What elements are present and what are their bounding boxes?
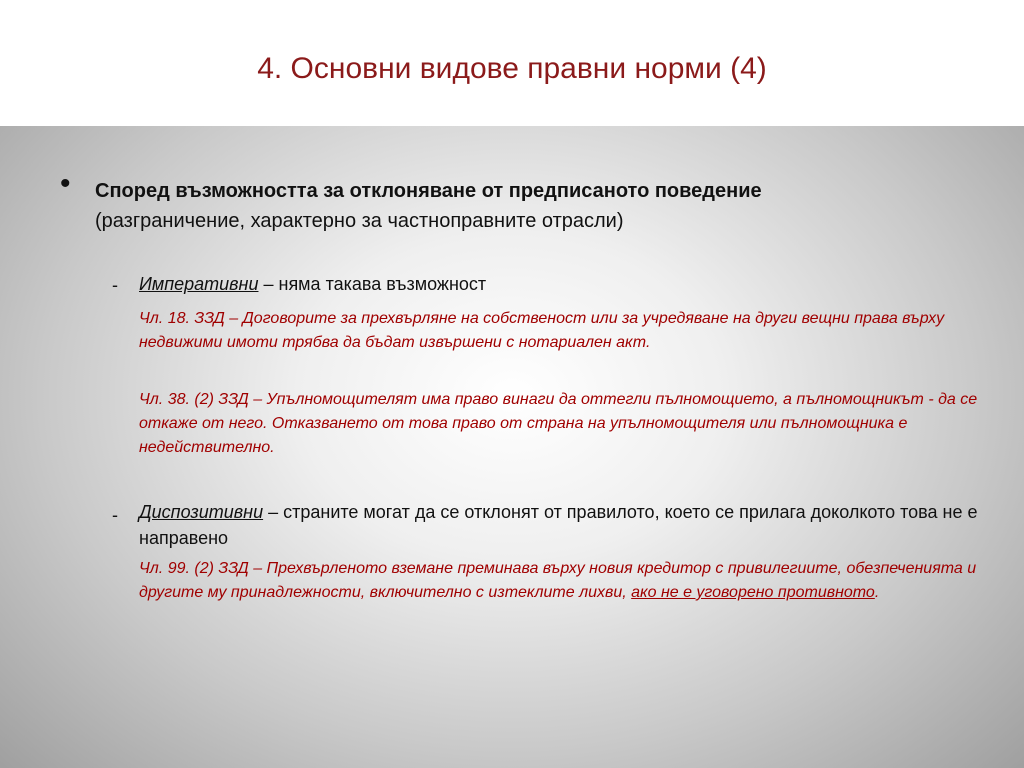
bullet-text [95,176,995,236]
cite-art-99 [139,557,1009,605]
cite-art-99-underlined: ако не е уговорено противното [631,584,875,601]
slide-header [0,0,1024,126]
cite-art-99-text: Чл. 99. (2) ЗЗД – Прехвърленото вземане преминава върху новия кредитор с привилегиите, обезпеченията и другите му принадлежности, включително с изтеклите лихви, [139,560,977,601]
imperative-desc: – няма такава възможност [258,274,487,294]
dispositive-term: Диспозитивни [139,502,264,522]
bullet-subheading: (разграничение, характерно за частноправните отрасли) [95,210,624,232]
dispositive-desc: – страните могат да се отклонят от правилото, което се прилага доколкото това не е направено [139,502,978,548]
imperative-term: Императивни [139,274,259,294]
dispositive-line [139,499,1009,551]
cite-art-18: Чл. 18. ЗЗД – Договорите за прехвърляне на собственост или за учредяване на други вещни права върху недвижими имоти трябва да бъдат извършени с нотариален акт. [139,310,945,351]
dash-icon: - [112,505,118,525]
dash-icon: - [112,275,118,295]
imperative-line [139,271,486,297]
slide-title: 4. Основни видове правни норми (4) [257,52,767,85]
bullet-icon: • [60,167,71,200]
bullet-heading: Според възможността за отклоняване от предписаното поведение [95,180,762,202]
cite-art-99-end: . [874,584,880,601]
cite-art-38: Чл. 38. (2) ЗЗД – Упълномощителят има право винаги да оттегли пълномощието, а пълномощникът - да се откаже от него. Отказването от това право от страна на упълномощителя или пълномощника е недействително. [139,391,978,456]
